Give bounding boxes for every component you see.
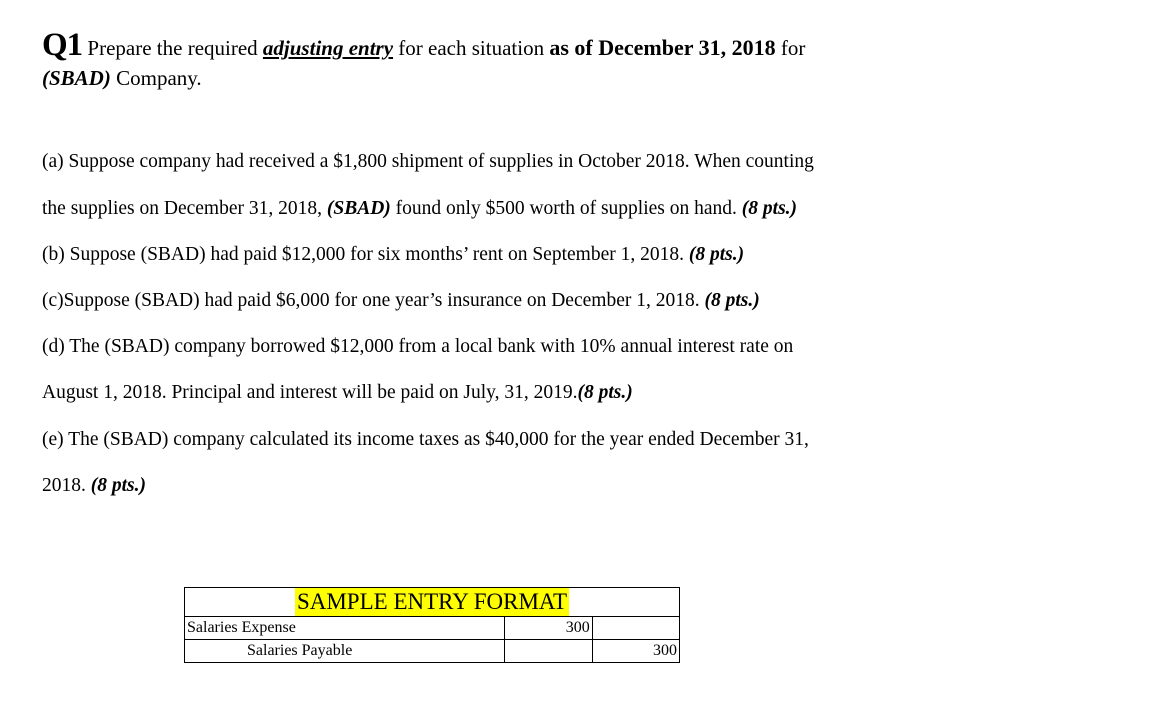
sample-entry-title-cell: [185, 588, 680, 617]
item-c-points: (8 pts.): [704, 290, 760, 311]
item-e-points: (8 pts.): [90, 475, 146, 496]
account-cell: Salaries Payable: [185, 640, 505, 663]
question-number: Q1: [42, 27, 83, 63]
item-a-company: (SBAD): [326, 198, 391, 219]
item-d-text: August 1, 2018. Principal and interest will be paid on July, 31, 2019.: [42, 382, 578, 403]
item-c: [42, 289, 760, 313]
for-word: for: [780, 36, 806, 60]
sample-entry-title: SAMPLE ENTRY FORMAT: [296, 589, 568, 614]
company-name: (SBAD): [42, 66, 111, 90]
item-a-line-2: [42, 197, 797, 221]
item-a-points: (8 pts.): [741, 198, 798, 219]
item-e-line-1: (e) The (SBAD) company calculated its income taxes as $40,000 for the year ended December 31,: [42, 429, 809, 450]
debit-cell: 300: [505, 617, 592, 640]
item-a-text-post: found only $500 worth of supplies on hand.: [395, 198, 737, 219]
table-row: [185, 617, 680, 640]
item-e-text: 2018.: [42, 475, 86, 496]
sample-entry-table: [184, 587, 680, 663]
credit-cell: 300: [592, 640, 679, 663]
as-of-date: as of December 31, 2018: [549, 35, 776, 60]
item-b-text: (b) Suppose (SBAD) had paid $12,000 for six months’ rent on September 1, 2018.: [42, 244, 684, 265]
sample-entry-header-row: [185, 588, 680, 617]
credit-cell: [592, 617, 679, 640]
intro-text-1: Prepare the required: [87, 36, 258, 60]
intro-keyword: adjusting entry: [262, 36, 394, 60]
account-cell: Salaries Expense: [185, 617, 505, 640]
company-word: Company.: [116, 66, 202, 90]
item-d-points: (8 pts.): [577, 382, 633, 403]
item-d-line-2: [42, 381, 633, 405]
item-e-line-2: [42, 474, 146, 498]
item-a-line-1: (a) Suppose company had received a $1,800 shipment of supplies in October 2018. When counting: [42, 151, 814, 172]
debit-cell: [505, 640, 592, 663]
item-c-text: (c)Suppose (SBAD) had paid $6,000 for one year’s insurance on December 1, 2018.: [42, 290, 700, 311]
table-row: [185, 640, 680, 663]
item-d-line-1: (d) The (SBAD) company borrowed $12,000 from a local bank with 10% annual interest rate on: [42, 336, 794, 357]
intro-text-2: for each situation: [398, 36, 545, 60]
item-a-text-pre: the supplies on December 31, 2018,: [42, 198, 322, 219]
item-b-points: (8 pts.): [688, 244, 745, 265]
question-heading: [42, 27, 902, 93]
item-b: [42, 243, 744, 267]
